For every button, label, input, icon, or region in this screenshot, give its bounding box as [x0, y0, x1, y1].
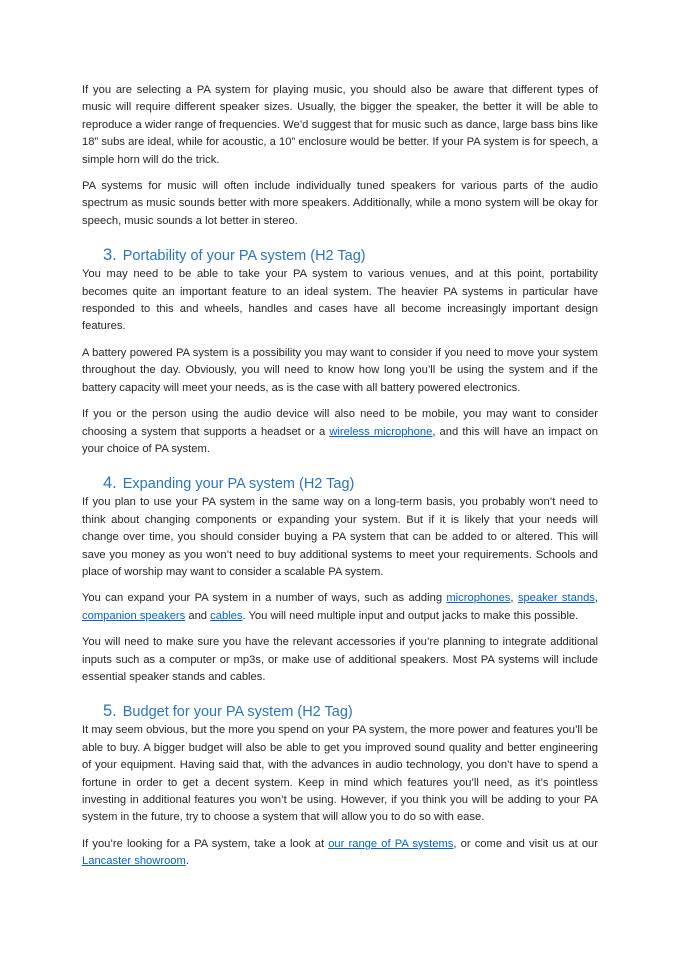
- paragraph: If you plan to use your PA system in the same way on a long-term basis, you probably won’t need to think about changing components or expanding your system. But if it is likely that your needs will change over time, you should consider buying a PA system that can be added to or altered. This will save you money as you won’t need to buy additional systems to meet your requirements. Schools and place of worship may want to consider a scalable PA system.: [82, 496, 598, 578]
- paragraph: It may seem obvious, but the more you spend on your PA system, the more power and features you’ll be able to buy. A bigger budget will also be able to get you improved sound quality and better engineering of your equipment. Having said that, with the advances in audio technology, you don’t have to spend a fortune in order to get a decent system. Keep in mind which features you’ll need, as it’s pointless investing in additional features you won’t be using. However, if you think you will be adding to your PA system in the future, try to choose a system that will allow you to do so with ease.: [82, 724, 598, 824]
- pa-systems-range-link[interactable]: our range of PA systems: [328, 837, 454, 850]
- heading-title: Budget for your PA system (H2 Tag): [122, 704, 353, 721]
- text-run: ,: [594, 592, 599, 605]
- text-run: , and this will have an impact on your choice of PA system.: [82, 425, 599, 455]
- section-heading-budget: [82, 702, 598, 721]
- text-run: and: [185, 609, 211, 622]
- paragraph: You will need to make sure you have the relevant accessories if you’re planning to integrate additional inputs such as a computer or mp3s, or make use of additional speakers. Most PA systems will include essential speaker stands and cables.: [82, 636, 598, 683]
- text-run: . You will need multiple input and output jacks to make this possible.: [242, 609, 579, 622]
- heading-number: 4.: [103, 474, 117, 493]
- paragraph: PA systems for music will often include individually tuned speakers for various parts of the audio spectrum as music sounds better with more speakers. Additionally, while a mono system will be okay for speech, music sounds a lot better in stereo.: [82, 180, 598, 227]
- cables-link[interactable]: cables: [210, 609, 243, 622]
- wireless-microphone-link[interactable]: wireless microphone: [329, 425, 433, 438]
- heading-number: 3.: [103, 246, 117, 265]
- companion-speakers-link[interactable]: companion speakers: [82, 609, 186, 622]
- heading-title: Expanding your PA system (H2 Tag): [122, 476, 355, 493]
- paragraph: [82, 590, 598, 625]
- paragraph: A battery powered PA system is a possibility you may want to consider if you need to move your system throughout the day. Obviously, you will need to know how long you’ll be using the system and if the battery capacity will meet your needs, as is the case with all battery powered electronics.: [82, 346, 598, 394]
- section-heading-portability: [82, 246, 598, 265]
- heading-number: 5.: [103, 702, 117, 721]
- text-run: You can expand your PA system in a number of ways, such as adding: [82, 592, 447, 605]
- text-run: If you or the person using the audio device will also need to be mobile, you may want to consider choosing a system that supports a headset or a: [82, 408, 598, 438]
- paragraph: You may need to be able to take your PA system to various venues, and at this point, portability becomes quite an important feature to an ideal system. The heavier PA systems in particular have responded to this and wheels, handles and cases have all become increasingly important design features.: [82, 268, 598, 333]
- microphones-link[interactable]: microphones: [446, 592, 511, 605]
- section-heading-expanding: [82, 474, 598, 493]
- text-run: , or come and visit us at our: [453, 837, 598, 850]
- paragraph: If you are selecting a PA system for playing music, you should also be aware that different types of music will require different speaker sizes. Usually, the bigger the speaker, the better it will be able to reproduce a wider range of frequencies. We’d suggest that for music such as dance, large bass bins like 18” subs are ideal, while for acoustic, a 10” enclosure would be better. If your PA system is for speech, a simple horn will do the trick.: [82, 84, 598, 166]
- heading-title: Portability of your PA system (H2 Tag): [122, 248, 366, 265]
- text-run: .: [185, 855, 189, 868]
- speaker-stands-link[interactable]: speaker stands: [517, 592, 595, 605]
- paragraph: [82, 406, 598, 458]
- lancaster-showroom-link[interactable]: Lancaster showroom: [82, 855, 186, 868]
- text-run: ,: [510, 592, 518, 605]
- text-run: If you’re looking for a PA system, take a look at: [82, 837, 329, 850]
- paragraph: [82, 836, 598, 871]
